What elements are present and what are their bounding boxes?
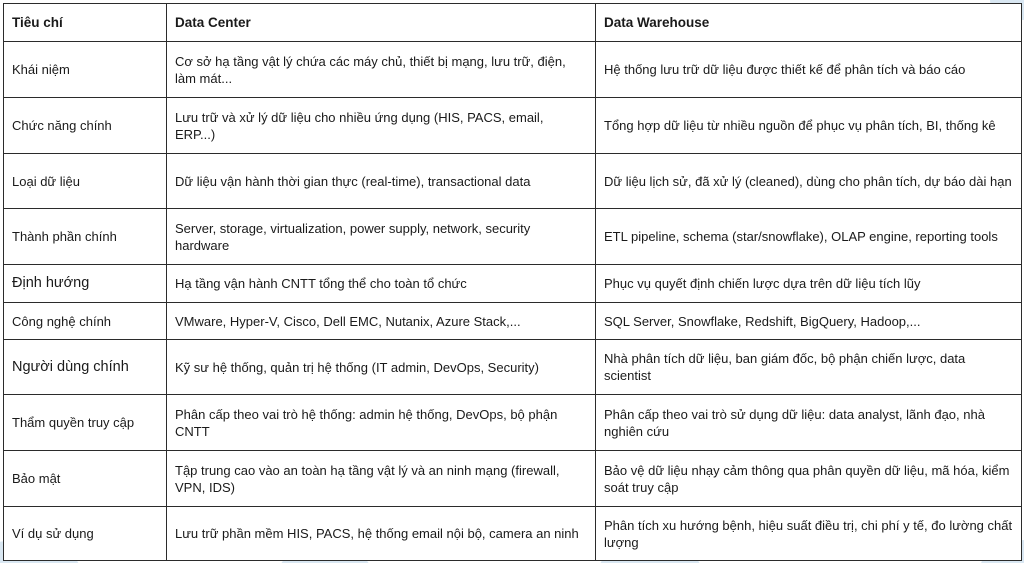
row-criterion: Thẩm quyền truy cập <box>4 395 167 451</box>
row-data-center: Dữ liệu vận hành thời gian thực (real-time), transactional data <box>167 154 596 209</box>
row-data-warehouse: Hệ thống lưu trữ dữ liệu được thiết kế để phân tích và báo cáo <box>596 42 1022 98</box>
row-data-warehouse: Phân cấp theo vai trò sử dụng dữ liệu: data analyst, lãnh đạo, nhà nghiên cứu <box>596 395 1022 451</box>
header-criterion: Tiêu chí <box>4 4 167 42</box>
table-row <box>4 451 1022 507</box>
row-data-center: VMware, Hyper-V, Cisco, Dell EMC, Nutanix, Azure Stack,... <box>167 303 596 340</box>
row-data-warehouse: Dữ liệu lịch sử, đã xử lý (cleaned), dùng cho phân tích, dự báo dài hạn <box>596 154 1022 209</box>
row-criterion: Ví dụ sử dụng <box>4 507 167 561</box>
row-criterion: Bảo mật <box>4 451 167 507</box>
header-data-center: Data Center <box>167 4 596 42</box>
row-data-center: Tập trung cao vào an toàn hạ tầng vật lý và an ninh mạng (firewall, VPN, IDS) <box>167 451 596 507</box>
row-data-center: Lưu trữ và xử lý dữ liệu cho nhiều ứng dụng (HIS, PACS, email, ERP...) <box>167 98 596 154</box>
table-row <box>4 209 1022 265</box>
row-data-warehouse: Bảo vệ dữ liệu nhạy cảm thông qua phân quyền dữ liệu, mã hóa, kiểm soát truy cập <box>596 451 1022 507</box>
row-data-warehouse: Nhà phân tích dữ liệu, ban giám đốc, bộ phận chiến lược, data scientist <box>596 340 1022 395</box>
row-data-warehouse: Phục vụ quyết định chiến lược dựa trên dữ liệu tích lũy <box>596 265 1022 303</box>
table-row <box>4 42 1022 98</box>
table-row <box>4 395 1022 451</box>
table-header-row <box>4 4 1022 42</box>
row-criterion: Loại dữ liệu <box>4 154 167 209</box>
row-data-center: Hạ tầng vận hành CNTT tổng thể cho toàn tổ chức <box>167 265 596 303</box>
row-criterion: Chức năng chính <box>4 98 167 154</box>
row-criterion: Người dùng chính <box>4 340 167 395</box>
header-data-warehouse: Data Warehouse <box>596 4 1022 42</box>
row-criterion: Định hướng <box>4 265 167 303</box>
row-criterion: Khái niệm <box>4 42 167 98</box>
row-data-warehouse: Tổng hợp dữ liệu từ nhiều nguồn để phục vụ phân tích, BI, thống kê <box>596 98 1022 154</box>
row-data-warehouse: SQL Server, Snowflake, Redshift, BigQuery, Hadoop,... <box>596 303 1022 340</box>
row-criterion: Thành phần chính <box>4 209 167 265</box>
row-data-warehouse: Phân tích xu hướng bệnh, hiệu suất điều trị, chi phí y tế, đo lường chất lượng <box>596 507 1022 561</box>
row-data-warehouse: ETL pipeline, schema (star/snowflake), OLAP engine, reporting tools <box>596 209 1022 265</box>
table-row <box>4 507 1022 561</box>
comparison-table <box>3 3 1022 561</box>
row-data-center: Server, storage, virtualization, power supply, network, security hardware <box>167 209 596 265</box>
table-row <box>4 303 1022 340</box>
table-row <box>4 98 1022 154</box>
row-data-center: Cơ sở hạ tầng vật lý chứa các máy chủ, thiết bị mạng, lưu trữ, điện, làm mát... <box>167 42 596 98</box>
table-row <box>4 265 1022 303</box>
table-row <box>4 340 1022 395</box>
table-row <box>4 154 1022 209</box>
row-data-center: Kỹ sư hệ thống, quản trị hệ thống (IT admin, DevOps, Security) <box>167 340 596 395</box>
row-data-center: Phân cấp theo vai trò hệ thống: admin hệ thống, DevOps, bộ phận CNTT <box>167 395 596 451</box>
row-data-center: Lưu trữ phần mềm HIS, PACS, hệ thống email nội bộ, camera an ninh <box>167 507 596 561</box>
row-criterion: Công nghệ chính <box>4 303 167 340</box>
